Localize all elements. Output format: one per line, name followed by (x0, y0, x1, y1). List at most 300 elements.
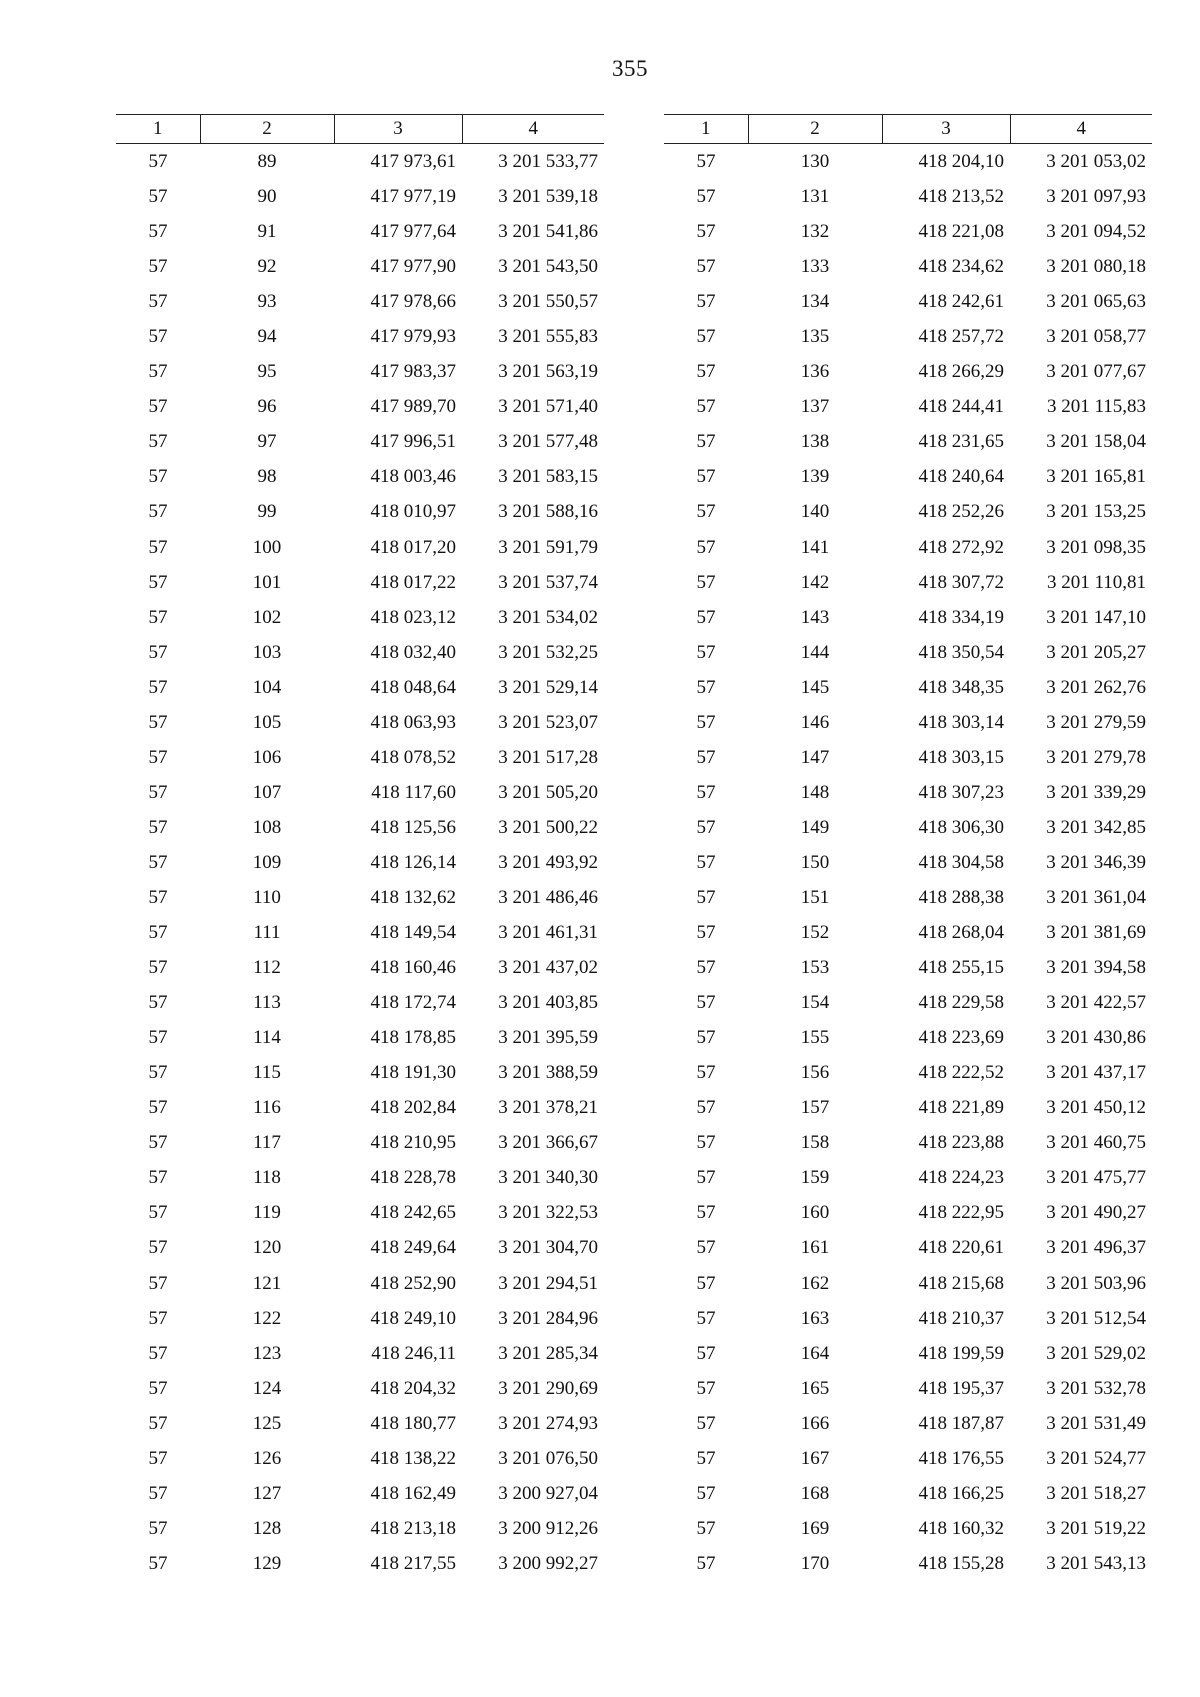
table-cell: 418 204,10 (918, 151, 1004, 173)
table-row (664, 1090, 1152, 1125)
table-row (664, 1160, 1152, 1195)
table-cell: 3 201 098,35 (1046, 536, 1146, 558)
table-cell: 3 201 460,75 (1046, 1132, 1146, 1154)
table-cell: 3 201 274,93 (498, 1412, 598, 1434)
table-cell: 3 201 532,78 (1046, 1377, 1146, 1399)
table-cell: 3 200 992,27 (498, 1552, 598, 1574)
table-row (664, 1546, 1152, 1581)
table-cell: 418 255,15 (918, 957, 1004, 979)
table-cell: 57 (148, 431, 168, 453)
table-row (116, 249, 604, 284)
table-cell: 418 210,37 (918, 1307, 1004, 1329)
table-cell: 107 (252, 781, 282, 803)
table-cell: 3 201 519,22 (1046, 1517, 1146, 1539)
table-cell: 418 228,78 (370, 1167, 456, 1189)
table-cell: 418 162,49 (370, 1482, 456, 1504)
table-row (664, 565, 1152, 600)
table-cell: 57 (148, 361, 168, 383)
table-cell: 163 (800, 1307, 830, 1329)
table-cell: 3 201 493,92 (498, 851, 598, 873)
table-cell: 57 (696, 1167, 716, 1189)
table-cell: 3 201 517,28 (498, 746, 598, 768)
table-cell: 3 201 058,77 (1046, 326, 1146, 348)
table-row (116, 179, 604, 214)
table-cell: 3 201 115,83 (1046, 396, 1146, 418)
table-row (116, 354, 604, 389)
table-cell: 418 303,14 (918, 711, 1004, 733)
table-row (664, 950, 1152, 985)
table-cell: 90 (257, 186, 277, 208)
table-cell: 3 201 541,86 (498, 221, 598, 243)
table-cell: 57 (148, 606, 168, 628)
table-cell: 418 249,64 (370, 1237, 456, 1259)
table-row (664, 530, 1152, 565)
table-cell: 3 201 524,77 (1046, 1447, 1146, 1469)
table-cell: 418 125,56 (370, 816, 456, 838)
table-row (116, 1195, 604, 1230)
table-cell: 3 201 450,12 (1046, 1097, 1146, 1119)
table-cell: 57 (696, 431, 716, 453)
table-cell: 418 213,18 (370, 1517, 456, 1539)
table-cell: 418 166,25 (918, 1482, 1004, 1504)
table-cell: 95 (257, 361, 277, 383)
table-cell: 3 200 912,26 (498, 1517, 598, 1539)
table-cell: 3 201 294,51 (498, 1272, 598, 1294)
table-cell: 3 201 430,86 (1046, 1027, 1146, 1049)
table-cell: 150 (800, 851, 830, 873)
table-cell: 418 303,15 (918, 746, 1004, 768)
table-cell: 143 (800, 606, 830, 628)
table-cell: 57 (696, 606, 716, 628)
table-cell: 114 (253, 1027, 281, 1049)
table-row (116, 1020, 604, 1055)
table-row (116, 635, 604, 670)
table-cell: 3 201 053,02 (1046, 151, 1146, 173)
column-header-4: 4 (462, 115, 604, 144)
table-cell: 57 (148, 641, 168, 663)
table-row (116, 565, 604, 600)
table-cell: 418 223,88 (918, 1132, 1004, 1154)
table-cell: 57 (696, 816, 716, 838)
table-cell: 418 210,95 (370, 1132, 456, 1154)
table-cell: 140 (800, 501, 830, 523)
table-cell: 57 (148, 396, 168, 418)
table-cell: 128 (252, 1517, 282, 1539)
table-row (664, 1266, 1152, 1301)
table-cell: 166 (800, 1412, 830, 1434)
table-row (664, 1476, 1152, 1511)
table-cell: 161 (800, 1237, 830, 1259)
table-cell: 99 (257, 501, 277, 523)
table-cell: 418 155,28 (918, 1552, 1004, 1574)
table-cell: 126 (252, 1447, 282, 1469)
table-row (664, 1406, 1152, 1441)
table-cell: 57 (148, 1447, 168, 1469)
table-cell: 145 (800, 676, 830, 698)
table-cell: 57 (696, 466, 716, 488)
table-cell: 3 201 461,31 (498, 922, 598, 944)
table-cell: 417 979,93 (370, 326, 456, 348)
table-cell: 418 160,46 (370, 957, 456, 979)
table-cell: 57 (148, 676, 168, 698)
table-cell: 418 195,37 (918, 1377, 1004, 1399)
table-row (664, 810, 1152, 845)
table-row (664, 880, 1152, 915)
table-cell: 3 201 539,18 (498, 186, 598, 208)
table-cell: 105 (252, 711, 282, 733)
table-cell: 418 017,22 (370, 571, 456, 593)
table-cell: 57 (696, 1132, 716, 1154)
table-cell: 57 (696, 922, 716, 944)
table-cell: 418 126,14 (370, 851, 456, 873)
table-row (664, 319, 1152, 354)
table-row (116, 670, 604, 705)
table-cell: 57 (148, 1342, 168, 1364)
table-cell: 3 201 378,21 (498, 1097, 598, 1119)
table-cell: 418 306,30 (918, 816, 1004, 838)
table-cell: 418 268,04 (918, 922, 1004, 944)
table-cell: 3 201 395,59 (498, 1027, 598, 1049)
table-cell: 418 023,12 (370, 606, 456, 628)
table-cell: 3 201 534,02 (498, 606, 598, 628)
table-row (116, 214, 604, 249)
table-cell: 125 (252, 1412, 282, 1434)
table-cell: 57 (696, 781, 716, 803)
table-cell: 129 (252, 1552, 282, 1574)
table-cell: 418 307,72 (918, 571, 1004, 593)
table-cell: 418 244,41 (918, 396, 1004, 418)
table-cell: 3 201 571,40 (498, 396, 598, 418)
table-cell: 3 201 339,29 (1046, 781, 1146, 803)
table-cell: 418 017,20 (370, 536, 456, 558)
table-cell: 418 138,22 (370, 1447, 456, 1469)
table-row (664, 494, 1152, 529)
table-cell: 57 (148, 1097, 168, 1119)
table-cell: 160 (800, 1202, 830, 1224)
table-row (116, 1546, 604, 1581)
table-cell: 57 (696, 1482, 716, 1504)
table-cell: 148 (800, 781, 830, 803)
table-row (664, 1230, 1152, 1265)
table-cell: 97 (257, 431, 277, 453)
table-cell: 3 201 077,67 (1046, 361, 1146, 383)
table-cell: 123 (252, 1342, 282, 1364)
table-cell: 3 201 550,57 (498, 291, 598, 313)
table-row (116, 810, 604, 845)
table-cell: 138 (800, 431, 830, 453)
table-cell: 104 (252, 676, 282, 698)
table-cell: 3 201 543,13 (1046, 1552, 1146, 1574)
table-cell: 3 200 927,04 (498, 1482, 598, 1504)
table-cell: 133 (800, 256, 830, 278)
table-cell: 3 201 388,59 (498, 1062, 598, 1084)
table-cell: 57 (696, 326, 716, 348)
table-cell: 3 201 279,59 (1046, 711, 1146, 733)
table-cell: 57 (696, 711, 716, 733)
table-cell: 3 201 110,81 (1046, 571, 1146, 593)
table-row (664, 214, 1152, 249)
table-cell: 57 (696, 151, 716, 173)
table-row (664, 635, 1152, 670)
table-cell: 57 (148, 957, 168, 979)
table-cell: 130 (800, 151, 830, 173)
table-cell: 162 (800, 1272, 830, 1294)
table-cell: 108 (252, 816, 282, 838)
table-cell: 418 257,72 (918, 326, 1004, 348)
table-cell: 119 (253, 1202, 281, 1224)
table-cell: 3 201 279,78 (1046, 746, 1146, 768)
table-cell: 418 187,87 (918, 1412, 1004, 1434)
table-row (116, 740, 604, 775)
table-cell: 57 (148, 501, 168, 523)
table-row (664, 775, 1152, 810)
table-cell: 418 249,10 (370, 1307, 456, 1329)
table-row (664, 1441, 1152, 1476)
table-cell: 57 (696, 1447, 716, 1469)
table-cell: 57 (148, 1167, 168, 1189)
table-cell: 3 201 361,04 (1046, 887, 1146, 908)
table-row (116, 319, 604, 354)
table-cell: 3 201 394,58 (1046, 957, 1146, 979)
table-cell: 57 (696, 221, 716, 243)
table-cell: 3 201 529,14 (498, 676, 598, 698)
table-cell: 3 201 503,96 (1046, 1272, 1146, 1294)
table-cell: 3 201 422,57 (1046, 992, 1146, 1014)
table-cell: 57 (696, 676, 716, 698)
table-cell: 96 (257, 396, 277, 418)
table-cell: 57 (148, 1517, 168, 1539)
table-cell: 3 201 437,17 (1046, 1062, 1146, 1084)
table-header (664, 115, 1152, 144)
table-cell: 3 201 583,15 (498, 466, 598, 488)
table-cell: 3 201 577,48 (498, 431, 598, 453)
table-cell: 57 (148, 1552, 168, 1574)
table-row (116, 950, 604, 985)
table-cell: 57 (148, 1132, 168, 1154)
table-header (116, 115, 604, 144)
table-cell: 57 (148, 1202, 168, 1224)
table-cell: 418 199,59 (918, 1342, 1004, 1364)
page-number: 355 (612, 56, 648, 81)
table-row (116, 389, 604, 424)
table-cell: 57 (148, 466, 168, 488)
table-row (664, 845, 1152, 880)
table-cell: 57 (696, 1097, 716, 1119)
table-cell: 115 (253, 1062, 281, 1084)
table-cell: 57 (148, 256, 168, 278)
table-cell: 102 (252, 606, 282, 628)
table-cell: 3 201 080,18 (1046, 256, 1146, 278)
table-cell: 418 215,68 (918, 1272, 1004, 1294)
table-cell: 418 010,97 (370, 501, 456, 523)
table-row (116, 1476, 604, 1511)
table-cell: 3 201 537,74 (498, 571, 598, 593)
table-cell: 57 (696, 1237, 716, 1259)
table-row (664, 179, 1152, 214)
table-cell: 120 (252, 1237, 282, 1259)
table-cell: 167 (800, 1447, 830, 1469)
table-cell: 3 201 342,85 (1046, 816, 1146, 838)
table-row (116, 845, 604, 880)
table-cell: 418 048,64 (370, 676, 456, 698)
table-cell: 156 (800, 1062, 830, 1084)
table-cell: 144 (800, 641, 830, 663)
table-row (116, 1160, 604, 1195)
table-cell: 418 266,29 (918, 361, 1004, 383)
table-row (116, 775, 604, 810)
table-cell: 116 (253, 1097, 281, 1119)
table-cell: 3 201 304,70 (498, 1237, 598, 1259)
table-cell: 57 (696, 851, 716, 873)
table-cell: 135 (800, 326, 830, 348)
table-cell: 3 201 533,77 (498, 151, 598, 173)
table-row (116, 1125, 604, 1160)
table-cell: 418 231,65 (918, 431, 1004, 453)
table-cell: 57 (148, 816, 168, 838)
table-cell: 142 (800, 571, 830, 593)
table-cell: 109 (252, 851, 282, 873)
table-cell: 3 201 531,49 (1046, 1412, 1146, 1434)
table-cell: 57 (696, 746, 716, 768)
table-cell: 136 (800, 361, 830, 383)
table-cell: 132 (800, 221, 830, 243)
table-cell: 57 (696, 1377, 716, 1399)
table-cell: 418 229,58 (918, 992, 1004, 1014)
table-cell: 3 201 523,07 (498, 711, 598, 733)
table-cell: 3 201 158,04 (1046, 431, 1146, 453)
table-cell: 57 (696, 1517, 716, 1539)
table-cell: 165 (800, 1377, 830, 1399)
table-cell: 57 (696, 957, 716, 979)
table-row (116, 494, 604, 529)
table-cell: 418 242,65 (370, 1202, 456, 1224)
table-cell: 134 (800, 291, 830, 313)
table-cell: 106 (252, 746, 282, 768)
table-cell: 3 201 381,69 (1046, 922, 1146, 944)
table-cell: 418 178,85 (370, 1027, 456, 1049)
table-cell: 170 (800, 1552, 830, 1574)
table-cell: 418 304,58 (918, 851, 1004, 873)
table-cell: 3 201 403,85 (498, 992, 598, 1014)
table-cell: 3 201 563,19 (498, 361, 598, 383)
table-cell: 418 180,77 (370, 1412, 456, 1434)
table-cell: 92 (257, 256, 277, 278)
table-cell: 418 202,84 (370, 1097, 456, 1119)
table-cell: 103 (252, 641, 282, 663)
column-header-2: 2 (748, 115, 882, 144)
table-cell: 57 (696, 1307, 716, 1329)
table-body-right (664, 144, 1152, 1581)
table-cell: 418 221,89 (918, 1097, 1004, 1119)
table-cell: 57 (696, 361, 716, 383)
table-cell: 110 (253, 887, 281, 908)
table-cell: 418 252,90 (370, 1272, 456, 1294)
table-cell: 57 (696, 1202, 716, 1224)
table-cell: 118 (253, 1167, 281, 1189)
table-cell: 418 288,38 (918, 887, 1004, 908)
table-cell: 3 201 543,50 (498, 256, 598, 278)
table-cell: 57 (696, 1272, 716, 1294)
table-cell: 57 (148, 887, 168, 908)
table-cell: 139 (800, 466, 830, 488)
table-cell: 101 (252, 571, 282, 593)
table-cell: 98 (257, 466, 277, 488)
table-cell: 168 (800, 1482, 830, 1504)
table-cell: 417 977,64 (370, 221, 456, 243)
table-cell: 57 (696, 1412, 716, 1434)
table-cell: 418 224,23 (918, 1167, 1004, 1189)
table-cell: 152 (800, 922, 830, 944)
table-cell: 418 078,52 (370, 746, 456, 768)
table-cell: 57 (696, 256, 716, 278)
table-cell: 57 (148, 781, 168, 803)
table-cell: 3 201 290,69 (498, 1377, 598, 1399)
table-cell: 149 (800, 816, 830, 838)
table-cell: 57 (148, 746, 168, 768)
table-cell: 57 (696, 186, 716, 208)
table-row (664, 985, 1152, 1020)
table-cell: 3 201 496,37 (1046, 1237, 1146, 1259)
column-header-1: 1 (664, 115, 748, 144)
table-row (664, 354, 1152, 389)
table-cell: 57 (148, 291, 168, 313)
table-cell: 158 (800, 1132, 830, 1154)
table-row (116, 880, 604, 915)
table-row (116, 530, 604, 565)
table-row (664, 1511, 1152, 1546)
table-row (664, 1125, 1152, 1160)
table-cell: 57 (148, 992, 168, 1014)
coordinates-table-left (116, 114, 604, 1581)
table-cell: 3 201 076,50 (498, 1447, 598, 1469)
table-cell: 3 201 094,52 (1046, 221, 1146, 243)
table-cell: 418 149,54 (370, 922, 456, 944)
table-cell: 418 246,11 (371, 1342, 456, 1364)
table-cell: 57 (696, 887, 716, 908)
table-cell: 418 348,35 (918, 676, 1004, 698)
table-cell: 3 201 262,76 (1046, 676, 1146, 698)
table-row (664, 600, 1152, 635)
table-cell: 57 (696, 1027, 716, 1049)
table-cell: 3 201 529,02 (1046, 1342, 1146, 1364)
table-row (116, 915, 604, 950)
table-cell: 113 (253, 992, 281, 1014)
table-cell: 57 (696, 291, 716, 313)
table-cell: 418 307,23 (918, 781, 1004, 803)
table-cell: 418 217,55 (370, 1552, 456, 1574)
table-cell: 417 973,61 (370, 151, 456, 173)
table-cell: 57 (696, 536, 716, 558)
table-row (664, 1336, 1152, 1371)
table-cell: 418 240,64 (918, 466, 1004, 488)
table-cell: 3 201 097,93 (1046, 186, 1146, 208)
table-row (116, 1266, 604, 1301)
column-header-2: 2 (200, 115, 334, 144)
table-row (664, 249, 1152, 284)
table-cell: 417 983,37 (370, 361, 456, 383)
table-cell: 3 201 532,25 (498, 641, 598, 663)
table-cell: 418 003,46 (370, 466, 456, 488)
table-cell: 417 978,66 (370, 291, 456, 313)
table-cell: 418 176,55 (918, 1447, 1004, 1469)
table-cell: 3 201 490,27 (1046, 1202, 1146, 1224)
coordinates-table-right (664, 114, 1152, 1581)
table-cell: 418 222,95 (918, 1202, 1004, 1224)
table-cell: 417 996,51 (370, 431, 456, 453)
table-cell: 3 201 284,96 (498, 1307, 598, 1329)
table-body-left (116, 144, 604, 1581)
table-cell: 57 (148, 711, 168, 733)
